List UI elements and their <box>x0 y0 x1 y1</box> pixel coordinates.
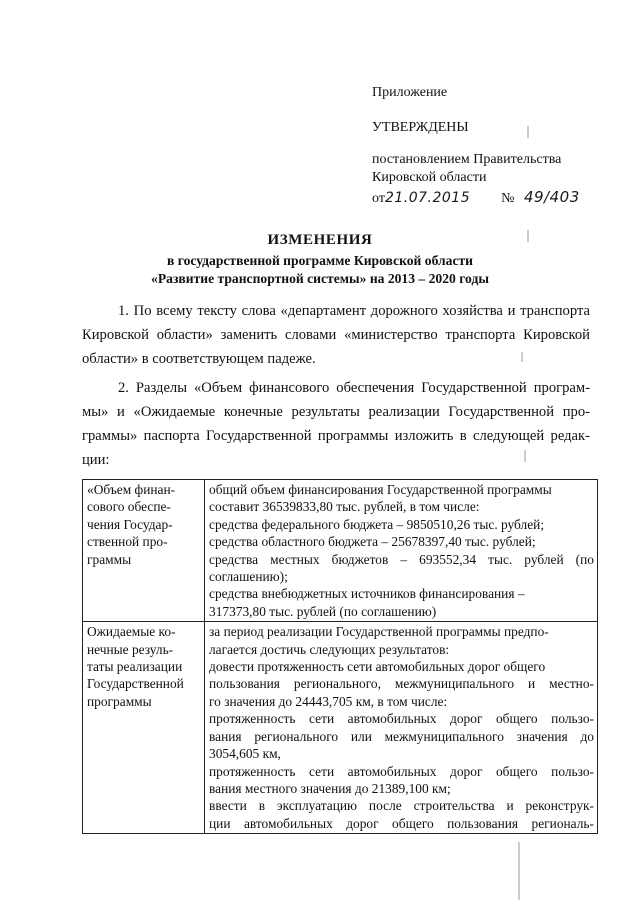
document-heading: ИЗМЕНЕНИЯ <box>267 232 373 248</box>
paragraph-line: мы» и «Ожидаемые конечные результаты реализации Государственной про- <box>82 404 590 420</box>
document-subtitle-1: в государственной программе Кировской области <box>167 253 473 268</box>
approved-label: УТВЕРЖДЕНЫ <box>372 120 469 135</box>
paragraph-1 <box>82 299 590 371</box>
date-prefix: от <box>372 191 385 206</box>
decree-line-1: постановлением Правительства <box>372 152 562 167</box>
paragraph-line: граммы» паспорта Государственной программы изложить в следующей редак- <box>82 428 590 444</box>
handwritten-date: 21.07.2015 <box>384 190 471 206</box>
date-number-line <box>372 188 580 208</box>
table-label-cell: «Объем финан- сового обеспе- чения Государ- ственной про- граммы <box>83 480 205 622</box>
paragraph-line: 2. Разделы «Объем финансового обеспечения Государственной програм- <box>118 380 590 396</box>
table-label-cell: Ожидаемые ко- нечные резуль- таты реализации Государственной программы <box>83 622 205 834</box>
table-row <box>83 622 598 834</box>
table-content-cell: общий объем финансирования Государственной программы составит 36539833,80 тыс. рублей, в том числе: средства федерального бюджета – 9850510,26 тыс. рублей; средства областного бюджета – 25678397,40 тыс. рублей; средства местных бюджетов – 693552,34 тыс. рублей (по соглашению); средства внебюджетных источников финансирования – 317373,80 тыс. рублей (по соглашению) <box>205 480 598 622</box>
paragraph-line: Кировской области» заменить словами «министерство транспорта Кировской <box>82 327 590 343</box>
table-content-cell: за период реализации Государственной программы предпо- лагается достичь следующих результатов: довести протяженность сети автомобильных дорог общего пользования регионального, межмуниципального и местно- го значения до 24443,705 км, в том числе: протяженность сети автомобильных дорог общего пользо- вания регионального или межмуниципального значения до 3054,605 км, протяженность сети автомобильных дорог общего пользо- вания местного значения до 21389,100 км; ввести в эксплуатацию после строительства и реконструк- ции автомобильных дорог общего пользования региональ- <box>205 622 598 834</box>
paragraph-line: 1. По всему тексту слова «департамент дорожного хозяйства и транспорта <box>118 303 590 319</box>
paragraph-2 <box>82 376 590 472</box>
table-row <box>83 480 598 622</box>
document-subtitle-2: «Развитие транспортной системы» на 2013 – 2020 годы <box>151 271 489 286</box>
passport-table <box>82 479 598 834</box>
decree-line-2: Кировской области <box>372 170 487 185</box>
paragraph-line: области» в соответствующем падеже. <box>82 351 316 367</box>
handwritten-number: 49/403 <box>523 188 580 206</box>
appendix-label: Приложение <box>372 85 448 100</box>
number-label: № <box>501 191 515 206</box>
paragraph-line: ции: <box>82 452 110 468</box>
